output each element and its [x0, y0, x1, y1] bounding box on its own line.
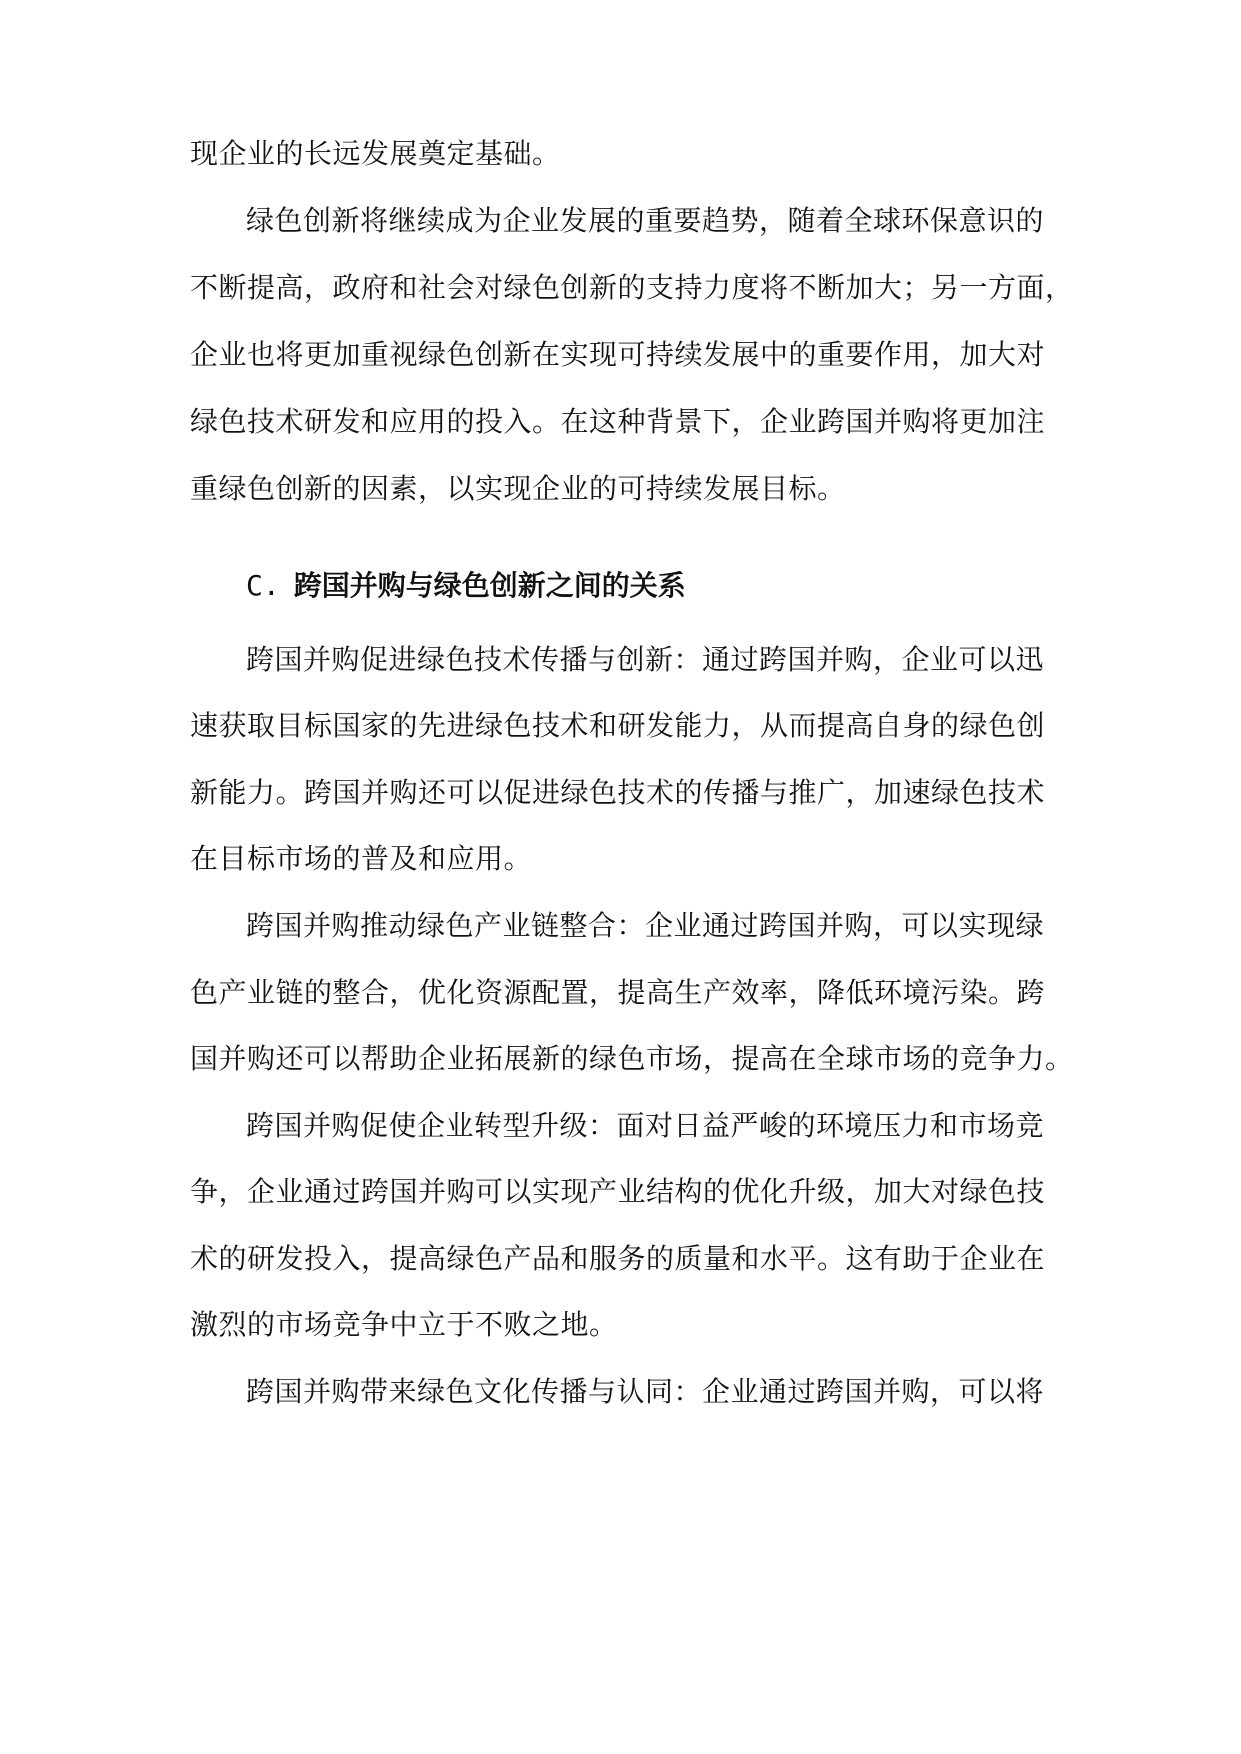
paragraph-line: 国并购还可以帮助企业拓展新的绿色市场，提高在全球市场的竞争力。: [190, 1042, 1074, 1075]
section-heading-marker: C.: [246, 569, 280, 602]
paragraph-line: 术的研发投入，提高绿色产品和服务的质量和水平。这有助于企业在: [190, 1242, 1046, 1275]
paragraph-line: 不断提高，政府和社会对绿色创新的支持力度将不断加大；另一方面，: [190, 271, 1074, 304]
paragraph-line: 色产业链的整合，优化资源配置，提高生产效率，降低环境污染。跨: [190, 976, 1046, 1009]
paragraph-line: 绿色创新将继续成为企业发展的重要趋势，随着全球环保意识的: [246, 204, 1045, 237]
section-heading-title: 跨国并购与绿色创新之间的关系: [293, 569, 686, 602]
paragraph-line: 争，企业通过跨国并购可以实现产业结构的优化升级，加大对绿色技: [190, 1175, 1046, 1208]
paragraph-line: 激烈的市场竞争中立于不败之地。: [190, 1308, 618, 1341]
paragraph-line: 跨国并购促进绿色技术传播与创新：通过跨国并购，企业可以迅: [246, 643, 1045, 676]
section-heading: [246, 566, 1070, 606]
paragraph-line: 绿色技术研发和应用的投入。在这种背景下，企业跨国并购将更加注: [190, 405, 1046, 438]
paragraph-line: 企业也将更加重视绿色创新在实现可持续发展中的重要作用，加大对: [190, 338, 1046, 371]
paragraph-line: 速获取目标国家的先进绿色技术和研发能力，从而提高自身的绿色创: [190, 709, 1046, 742]
paragraph-line: 重绿色创新的因素，以实现企业的可持续发展目标。: [190, 472, 846, 505]
paragraph-line: 跨国并购促使企业转型升级：面对日益严峻的环境压力和市场竞: [246, 1109, 1045, 1142]
paragraph-line: 新能力。跨国并购还可以促进绿色技术的传播与推广，加速绿色技术: [190, 776, 1046, 809]
paragraph-line: 跨国并购推动绿色产业链整合：企业通过跨国并购，可以实现绿: [246, 909, 1045, 942]
paragraph-line: 现企业的长远发展奠定基础。: [190, 137, 561, 170]
paragraph-line: 在目标市场的普及和应用。: [190, 842, 533, 875]
paragraph-line: 跨国并购带来绿色文化传播与认同：企业通过跨国并购，可以将: [246, 1375, 1045, 1408]
